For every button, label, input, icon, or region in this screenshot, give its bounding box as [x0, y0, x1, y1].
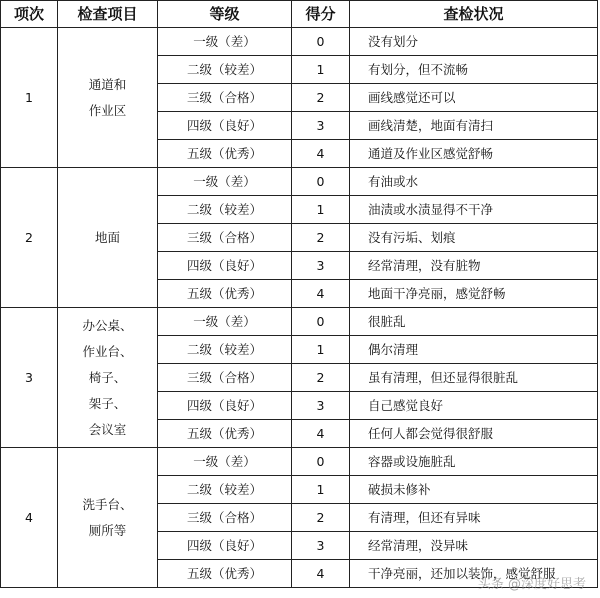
score-cell: 2: [292, 224, 350, 252]
item-name-line: 作业区: [88, 102, 127, 118]
item-index: 3: [1, 308, 58, 448]
status-cell: 经常清理，没异味: [350, 532, 598, 560]
watermark: 头条 @深度好思考: [477, 577, 586, 592]
status-cell: 有清理，但还有异味: [350, 504, 598, 532]
status-cell: 自己感觉良好: [350, 392, 598, 420]
status-cell: 有油或水: [350, 168, 598, 196]
status-cell: 任何人都会觉得很舒服: [350, 420, 598, 448]
score-cell: 0: [292, 448, 350, 476]
grade-cell: 四级（良好）: [158, 392, 292, 420]
item-name-line: 作业台、: [82, 343, 133, 359]
score-cell: 1: [292, 336, 350, 364]
score-cell: 4: [292, 560, 350, 588]
item-name-line: 办公桌、: [82, 317, 133, 333]
item-name: [58, 28, 158, 168]
grade-cell: 五级（优秀）: [158, 420, 292, 448]
grade-cell: 四级（良好）: [158, 252, 292, 280]
item-index: 1: [1, 28, 58, 168]
status-cell: 经常清理，没有脏物: [350, 252, 598, 280]
header-item: 检查项目: [58, 1, 158, 28]
score-cell: 1: [292, 196, 350, 224]
status-cell: 画线清楚，地面有清扫: [350, 112, 598, 140]
item-index: 2: [1, 168, 58, 308]
item-index: 4: [1, 448, 58, 588]
status-cell: 没有划分: [350, 28, 598, 56]
score-cell: 3: [292, 252, 350, 280]
status-cell: 没有污垢、划痕: [350, 224, 598, 252]
score-cell: 0: [292, 28, 350, 56]
grade-cell: 二级（较差）: [158, 336, 292, 364]
header-score: 得分: [292, 1, 350, 28]
score-cell: 2: [292, 84, 350, 112]
grade-cell: 一级（差）: [158, 308, 292, 336]
grade-cell: 五级（优秀）: [158, 140, 292, 168]
status-cell: 画线感觉还可以: [350, 84, 598, 112]
grade-cell: 二级（较差）: [158, 196, 292, 224]
grade-cell: 三级（合格）: [158, 84, 292, 112]
status-cell: 油渍或水渍显得不干净: [350, 196, 598, 224]
status-cell: 有划分，但不流畅: [350, 56, 598, 84]
score-cell: 3: [292, 112, 350, 140]
item-name: [58, 168, 158, 308]
grade-cell: 四级（良好）: [158, 532, 292, 560]
grade-cell: 三级（合格）: [158, 364, 292, 392]
status-cell: 地面干净亮丽，感觉舒畅: [350, 280, 598, 308]
item-name-line: 洗手台、: [82, 496, 133, 512]
status-cell: 容器或设施脏乱: [350, 448, 598, 476]
score-cell: 4: [292, 280, 350, 308]
grade-cell: 一级（差）: [158, 28, 292, 56]
grade-cell: 四级（良好）: [158, 112, 292, 140]
score-cell: 1: [292, 476, 350, 504]
grade-cell: 一级（差）: [158, 448, 292, 476]
score-cell: 1: [292, 56, 350, 84]
item-name-line: 会议室: [88, 421, 127, 437]
grade-cell: 一级（差）: [158, 168, 292, 196]
item-name-line: 椅子、: [88, 369, 127, 385]
table-row: [1, 308, 598, 336]
score-cell: 2: [292, 504, 350, 532]
status-cell: 破损未修补: [350, 476, 598, 504]
header-status: 查检状况: [350, 1, 598, 28]
table-row: [1, 448, 598, 476]
grade-cell: 五级（优秀）: [158, 280, 292, 308]
table-row: [1, 168, 598, 196]
item-name-line: 厕所等: [88, 522, 127, 538]
grade-cell: 五级（优秀）: [158, 560, 292, 588]
item-name: [58, 308, 158, 448]
status-cell: 偶尔清理: [350, 336, 598, 364]
status-cell: 通道及作业区感觉舒畅: [350, 140, 598, 168]
table-body: [1, 28, 598, 588]
header-index: 项次: [1, 1, 58, 28]
grade-cell: 三级（合格）: [158, 504, 292, 532]
status-cell: 很脏乱: [350, 308, 598, 336]
item-name: [58, 448, 158, 588]
score-cell: 3: [292, 532, 350, 560]
item-name-line: 通道和: [88, 76, 127, 92]
grade-cell: 二级（较差）: [158, 56, 292, 84]
item-name-line: 架子、: [88, 395, 127, 411]
header-grade: 等级: [158, 1, 292, 28]
grade-cell: 三级（合格）: [158, 224, 292, 252]
status-cell: 虽有清理，但还显得很脏乱: [350, 364, 598, 392]
status-cell: 干净亮丽，还加以装饰，感觉舒服: [350, 560, 598, 588]
score-cell: 4: [292, 140, 350, 168]
score-cell: 4: [292, 420, 350, 448]
score-cell: 0: [292, 168, 350, 196]
score-cell: 3: [292, 392, 350, 420]
item-name-line: 地面: [94, 229, 120, 245]
header-row: [1, 1, 598, 28]
grade-cell: 二级（较差）: [158, 476, 292, 504]
table-row: [1, 28, 598, 56]
score-cell: 2: [292, 364, 350, 392]
score-cell: 0: [292, 308, 350, 336]
